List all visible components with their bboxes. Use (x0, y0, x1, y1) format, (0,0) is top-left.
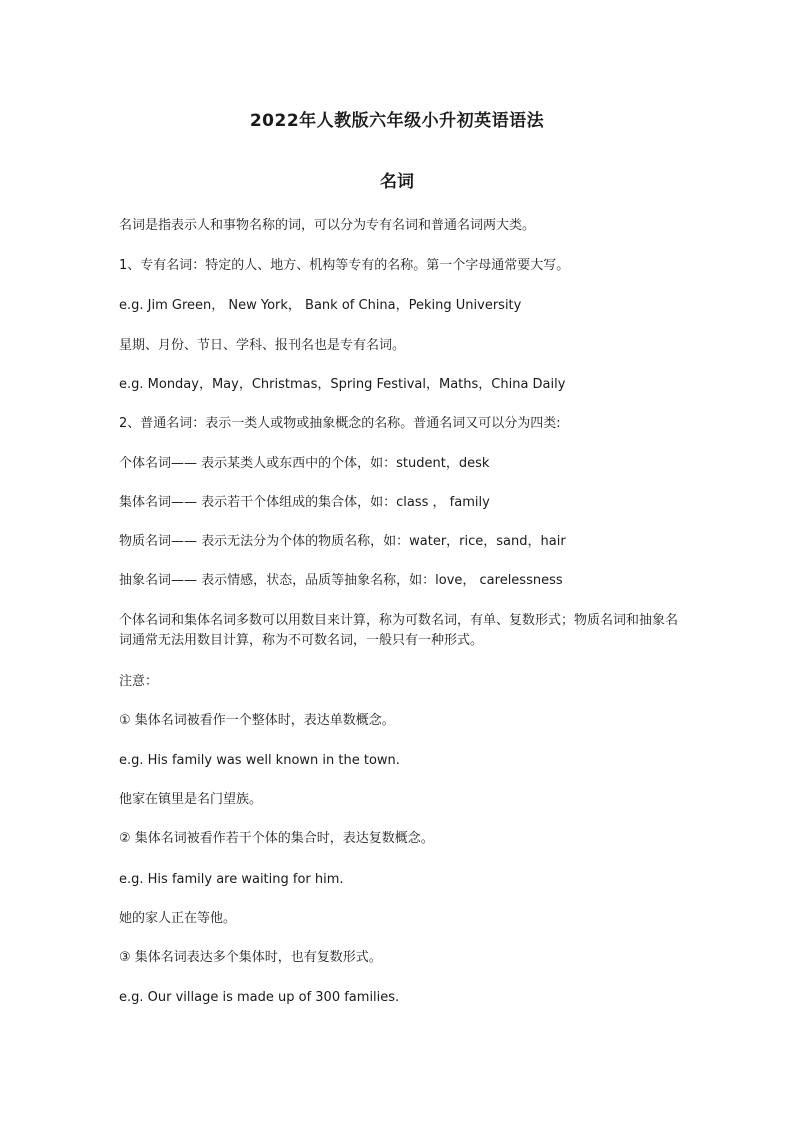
paragraph: 星期、月份、节日、学科、报刊名也是专有名词。 (119, 338, 406, 353)
example-line: e.g. His family was well known in the town. (119, 753, 400, 768)
paragraph: 个体名词和集体名词多数可以用数目来计算，称为可数名词，有单、复数形式；物质名词和抽象名词通常无法用数目计算，称为不可数名词，一般只有一种形式。 (119, 613, 679, 648)
paragraph: 个体名词—— 表示某类人或东西中的个体，如：student，desk (119, 456, 490, 471)
paragraph: 集体名词—— 表示若干个体组成的集合体，如：class ， family (119, 495, 490, 510)
example-line: e.g. Monday，May，Christmas，Spring Festival，Maths，China Daily (119, 377, 566, 392)
translation-line: 她的家人正在等他。 (119, 911, 237, 926)
note-item: ③ 集体名词表达多个集体时，也有复数形式。 (119, 950, 382, 965)
translation-line: 他家在镇里是名门望族。 (119, 792, 263, 807)
paragraph: 抽象名词—— 表示情感，状态，品质等抽象名称，如：love， carelessness (119, 573, 563, 588)
example-line: e.g. His family are waiting for him. (119, 872, 344, 887)
example-line: e.g. Jim Green， New York， Bank of China，Peking University (119, 298, 522, 313)
paragraph: 名词是指表示人和事物名称的词，可以分为专有名词和普通名词两大类。 (119, 218, 536, 233)
example-line: e.g. Our village is made up of 300 families. (119, 990, 400, 1005)
section-heading: 名词 (380, 172, 414, 192)
paragraph: 物质名词—— 表示无法分为个体的物质名称，如：water，rice，sand，hair (119, 534, 566, 549)
paragraph: 2、普通名词：表示一类人或物或抽象概念的名称。普通名词又可以分为四类: (119, 416, 561, 431)
note-label: 注意： (119, 674, 159, 689)
note-item: ① 集体名词被看作一个整体时，表达单数概念。 (119, 713, 395, 728)
note-item: ② 集体名词被看作若干个体的集合时，表达复数概念。 (119, 831, 434, 846)
document-title: 2022年人教版六年级小升初英语语法 (249, 111, 545, 131)
paragraph: 1、专有名词：特定的人、地方、机构等专有的名称。第一个字母通常要大写。 (119, 258, 570, 273)
